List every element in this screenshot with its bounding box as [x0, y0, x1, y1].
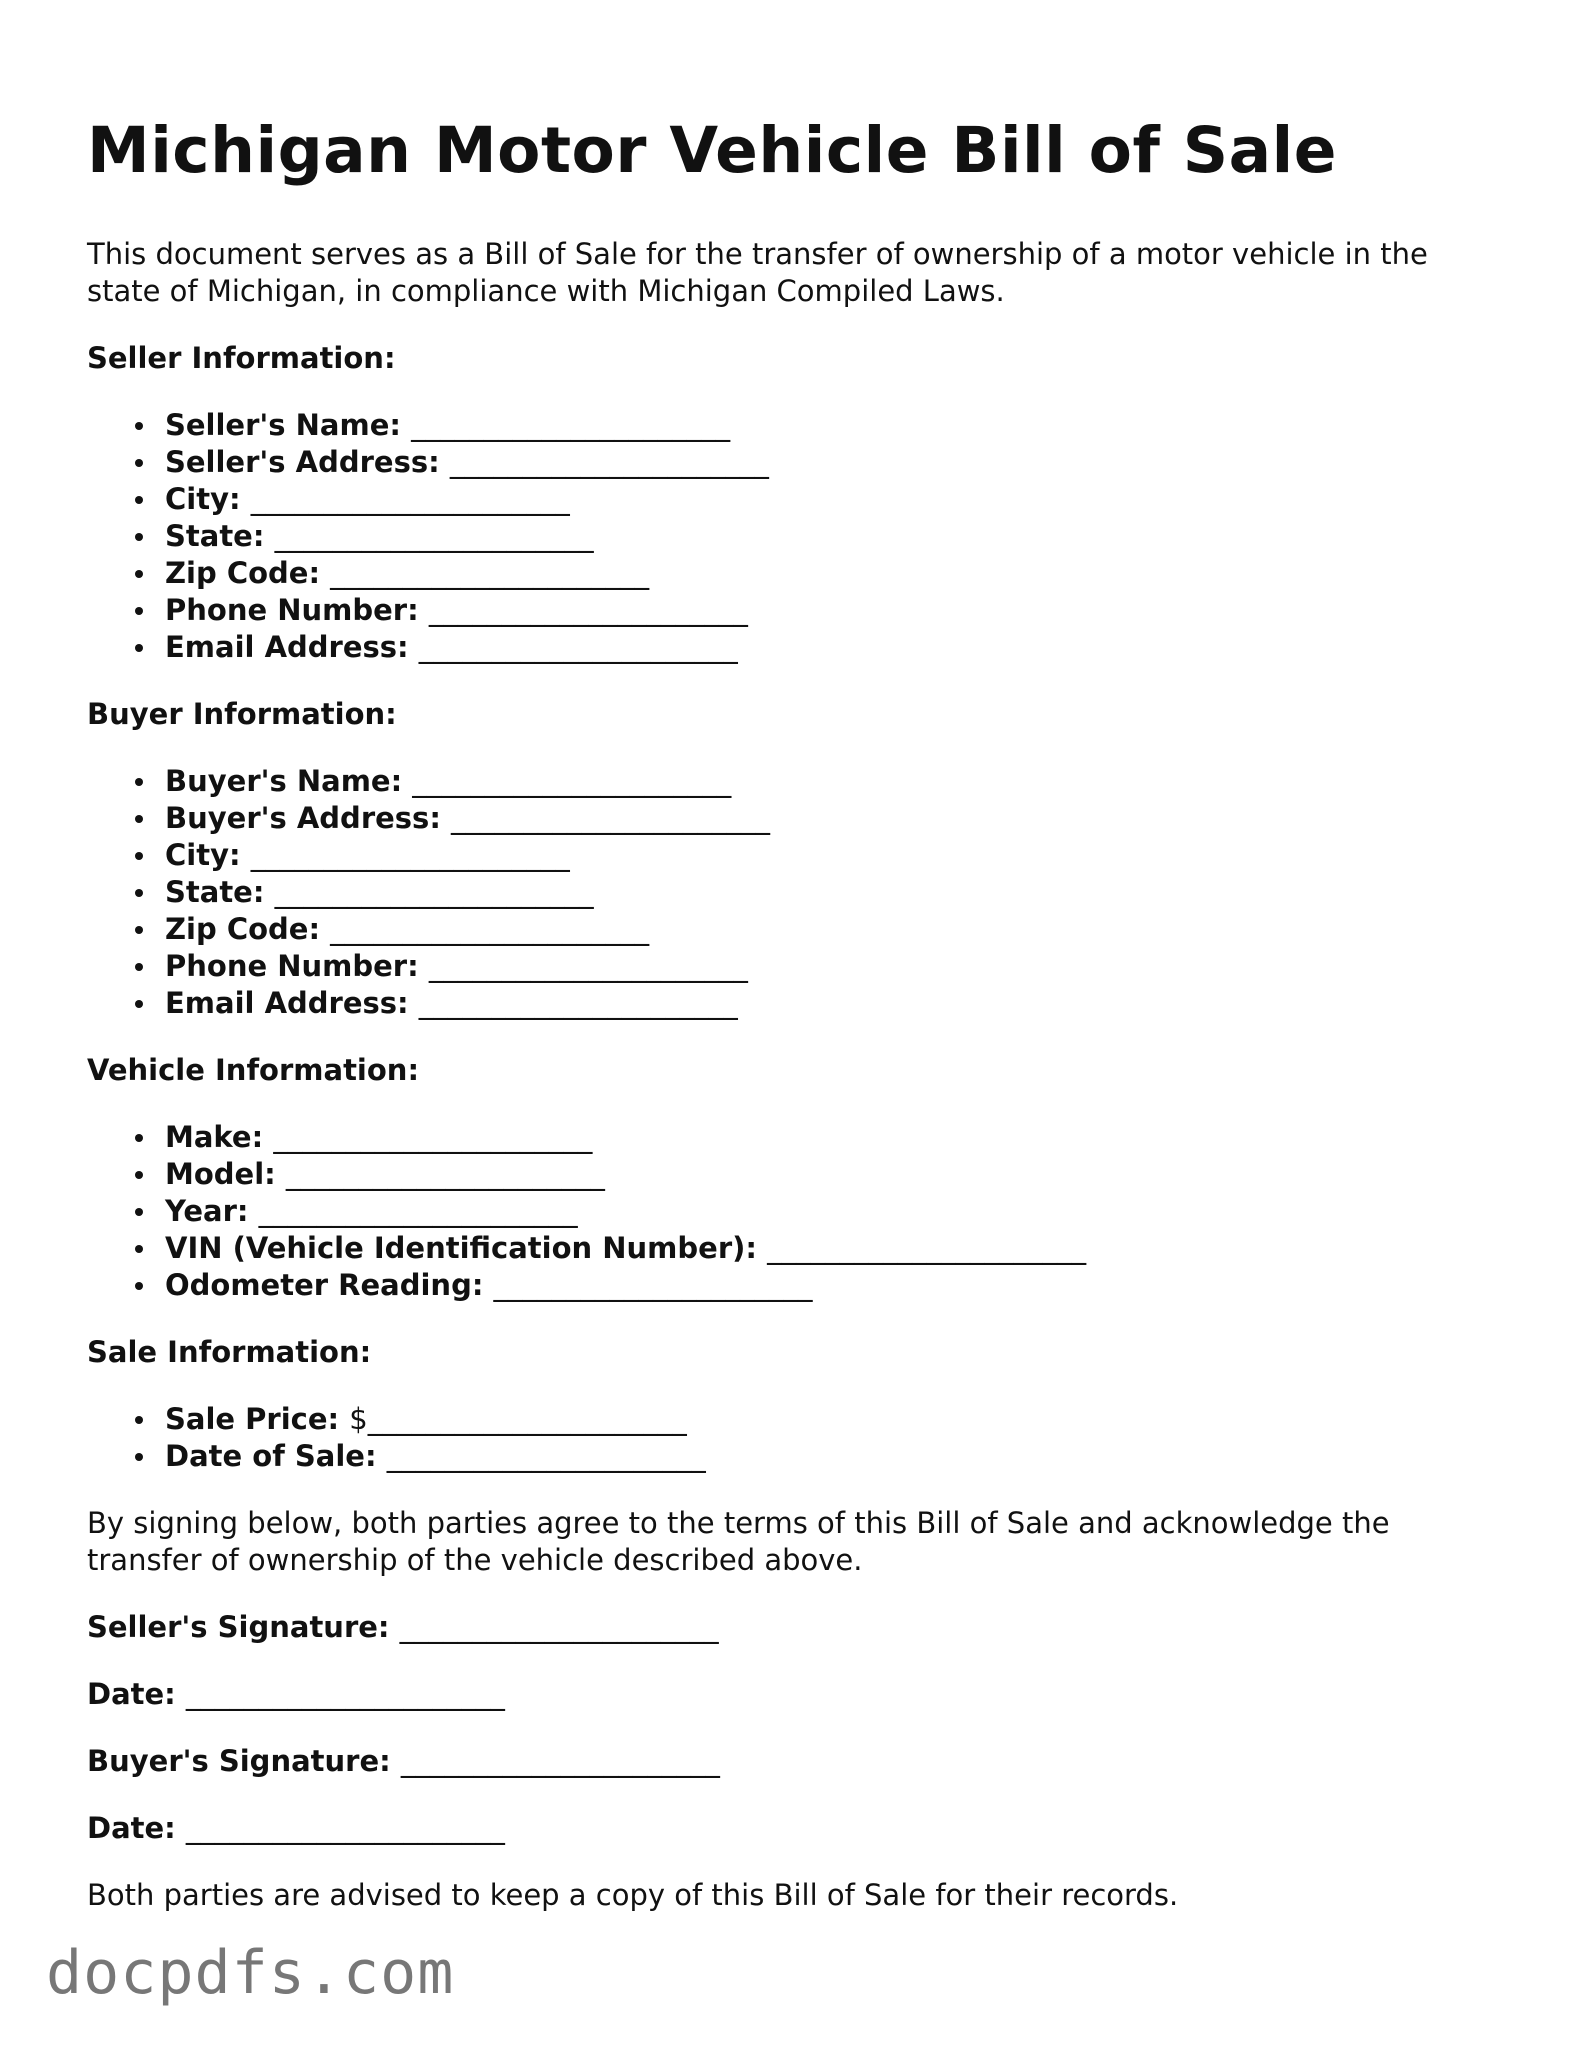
blank-line: ______________________ [285, 1157, 605, 1191]
seller-state-field[interactable] [165, 518, 1507, 555]
vehicle-fields-list [87, 1119, 1507, 1304]
sale-price-field[interactable] [165, 1401, 1507, 1438]
field-label: City: [165, 838, 241, 872]
document-page [87, 108, 1507, 1914]
footer-note: Both parties are advised to keep a copy of this Bill of Sale for their records. [87, 1878, 1179, 1912]
buyer-signature-field[interactable] [87, 1743, 1507, 1780]
buyer-section-heading: Buyer Information: [87, 697, 397, 731]
intro-paragraph: This document serves as a Bill of Sale for the transfer of ownership of a motor vehicle in the state of Michigan, in compliance with Michigan Compiled Laws. [87, 237, 1428, 308]
field-label: Email Address: [165, 986, 409, 1020]
watermark-logo: docpdfs.com [46, 1938, 455, 2008]
currency-prefix: $ [349, 1402, 368, 1436]
field-label: Buyer's Name: [165, 764, 403, 798]
seller-section-heading: Seller Information: [87, 341, 396, 375]
field-label: Seller's Signature: [87, 1610, 390, 1644]
field-label: VIN (Vehicle Identification Number): [165, 1231, 757, 1265]
vehicle-make-field[interactable] [165, 1119, 1507, 1156]
field-label: Phone Number: [165, 593, 419, 627]
field-label: Date: [87, 1811, 176, 1845]
agreement-paragraph: By signing below, both parties agree to the terms of this Bill of Sale and acknowledge the transfer of ownership of the vehicle described above. [87, 1506, 1390, 1577]
blank-line: ______________________ [274, 875, 594, 909]
field-label: Seller's Address: [165, 445, 440, 479]
blank-line: ______________________ [428, 949, 748, 983]
field-label: Date of Sale: [165, 1439, 377, 1473]
buyer-state-field[interactable] [165, 874, 1507, 911]
blank-line: ______________________ [412, 764, 732, 798]
document-title: Michigan Motor Vehicle Bill of Sale [87, 114, 1337, 187]
vehicle-model-field[interactable] [165, 1156, 1507, 1193]
field-label: Odometer Reading: [165, 1268, 484, 1302]
field-label: Zip Code: [165, 912, 321, 946]
blank-line: ______________________ [451, 801, 771, 835]
blank-line: ______________________ [449, 445, 769, 479]
seller-name-field[interactable] [165, 407, 1507, 444]
buyer-phone-field[interactable] [165, 948, 1507, 985]
sale-fields-list [87, 1401, 1507, 1475]
blank-line: ______________________ [185, 1677, 505, 1711]
vehicle-year-field[interactable] [165, 1193, 1507, 1230]
field-label: Buyer's Signature: [87, 1744, 391, 1778]
blank-line: ______________________ [250, 838, 570, 872]
sale-section-heading: Sale Information: [87, 1335, 372, 1369]
field-label: Model: [165, 1157, 276, 1191]
blank-line: ______________________ [273, 1120, 593, 1154]
field-label: Zip Code: [165, 556, 321, 590]
buyer-city-field[interactable] [165, 837, 1507, 874]
blank-line: ______________________ [367, 1402, 687, 1436]
field-label: City: [165, 482, 241, 516]
field-label: Email Address: [165, 630, 409, 664]
field-label: Phone Number: [165, 949, 419, 983]
blank-line: ______________________ [428, 593, 748, 627]
seller-city-field[interactable] [165, 481, 1507, 518]
sale-date-field[interactable] [165, 1438, 1507, 1475]
blank-line: ______________________ [258, 1194, 578, 1228]
buyer-email-field[interactable] [165, 985, 1507, 1022]
seller-address-field[interactable] [165, 444, 1507, 481]
field-label: Make: [165, 1120, 264, 1154]
seller-phone-field[interactable] [165, 592, 1507, 629]
seller-email-field[interactable] [165, 629, 1507, 666]
seller-fields-list [87, 407, 1507, 666]
field-label: Year: [165, 1194, 249, 1228]
blank-line: ______________________ [767, 1231, 1087, 1265]
vehicle-section-heading: Vehicle Information: [87, 1053, 420, 1087]
seller-signature-field[interactable] [87, 1609, 1507, 1646]
buyer-fields-list [87, 763, 1507, 1022]
blank-line: ______________________ [185, 1811, 505, 1845]
blank-line: ______________________ [418, 986, 738, 1020]
blank-line: ______________________ [418, 630, 738, 664]
blank-line: ______________________ [274, 519, 594, 553]
buyer-zip-field[interactable] [165, 911, 1507, 948]
vehicle-vin-field[interactable] [165, 1230, 1507, 1267]
buyer-address-field[interactable] [165, 800, 1507, 837]
blank-line: ______________________ [399, 1610, 719, 1644]
blank-line: ______________________ [400, 1744, 720, 1778]
blank-line: ______________________ [330, 912, 650, 946]
vehicle-odometer-field[interactable] [165, 1267, 1507, 1304]
blank-line: ______________________ [250, 482, 570, 516]
blank-line: ______________________ [330, 556, 650, 590]
field-label: Sale Price: [165, 1402, 340, 1436]
field-label: State: [165, 875, 265, 909]
buyer-name-field[interactable] [165, 763, 1507, 800]
buyer-date-field[interactable] [87, 1810, 1507, 1847]
seller-zip-field[interactable] [165, 555, 1507, 592]
blank-line: ______________________ [493, 1268, 813, 1302]
field-label: Seller's Name: [165, 408, 401, 442]
blank-line: ______________________ [411, 408, 731, 442]
field-label: Date: [87, 1677, 176, 1711]
seller-date-field[interactable] [87, 1676, 1507, 1713]
blank-line: ______________________ [386, 1439, 706, 1473]
field-label: State: [165, 519, 265, 553]
field-label: Buyer's Address: [165, 801, 441, 835]
